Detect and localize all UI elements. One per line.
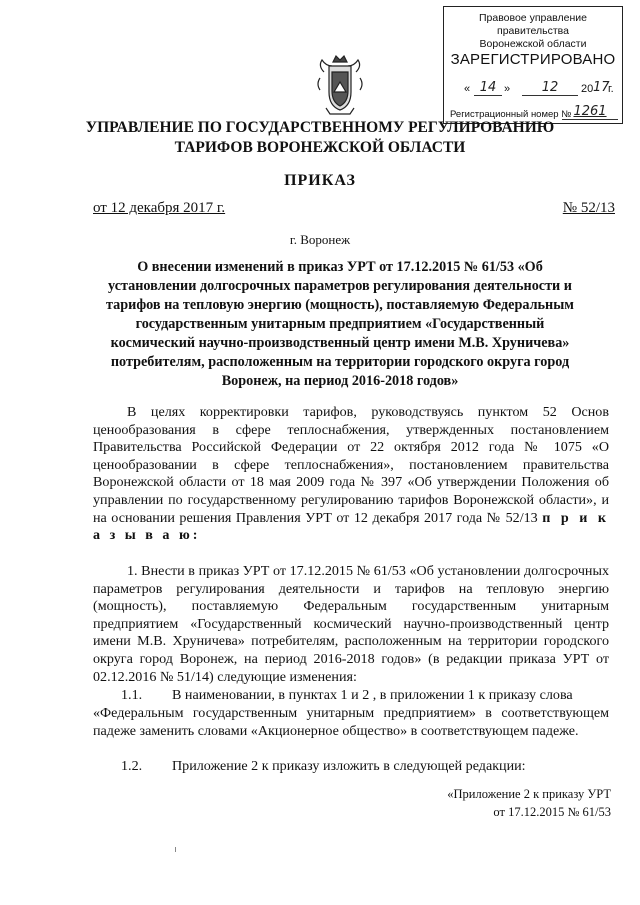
appendix-line2: от 17.12.2015 № 61/53 [493, 805, 611, 819]
title-line: космический научно-производственный центр имени М.В. Хруничева» [110, 335, 570, 351]
document-number: № 52/13 [562, 200, 615, 216]
preamble-text: В целях корректировки тарифов, руководствуясь пунктом 52 Основ ценообразования в сфере теплоснабжения, утвержденных постановлением Правительства Российской Федерации от 22 октября 2012 года № 1075 «О ценообразовании в сфере теплоснабжения», постановлением правительства Воронежской области от 18 мая 2009 года № 397 «Об утверждении Положения об управлении по государственному регулированию тарифов Воронежской области», и на основании решения Правления УРТ от 12 декабря 2017 года № 52/13 [93, 404, 609, 526]
stamp-org-line2: Воронежской области [479, 38, 587, 50]
title-line: потребителям, расположенным на территории городского округа город [110, 354, 570, 370]
stamp-date-suffix: г. [608, 83, 614, 95]
stamp-organization [444, 12, 622, 51]
title-line: государственным унитарным предприятием «Государственный [135, 316, 545, 332]
item-1-2-text: Приложение 2 к приказу изложить в следующей редакции: [172, 758, 526, 774]
document-type: ПРИКАЗ [284, 172, 356, 189]
item-1-1-first-text: В наименовании, в пунктах 1 и 2 , в приложении 1 к приказу слова [172, 687, 573, 703]
stamp-org-line1: Правовое управление правительства [478, 12, 587, 37]
stamp-date-month: 12 [522, 80, 578, 96]
title-line: тарифов на тепловую энергию (мощность), поставляемую Федеральным [106, 297, 574, 313]
title-line: установлении долгосрочных параметров регулирования деятельности и [108, 278, 572, 294]
scan-mark [175, 847, 176, 852]
orders-word: п р и к а з ы в а ю: [93, 509, 609, 544]
authority-name-line1: УПРАВЛЕНИЕ ПО ГОСУДАРСТВЕННОМУ РЕГУЛИРОВАНИЮ [85, 119, 555, 136]
document-title [100, 258, 580, 391]
item-1-1-first-line [93, 687, 609, 705]
stamp-reg-number-label: Регистрационный номер № [450, 109, 572, 120]
stamp-date-day: 14 [474, 80, 502, 96]
preamble-paragraph [93, 404, 609, 545]
item-1-1-number: 1.1. [121, 687, 143, 703]
appendix-reference [447, 785, 611, 821]
item-1-paragraph: 1. Внести в приказ УРТ от 17.12.2015 № 61/53 «Об установлении долгосрочных параметров регулирования деятельности и тарифов на тепловую энергию (мощность), поставляемую Федеральным государственным унитарным предприятием «Государственный космический научно-производственный центр имени М.В. Хруничева» потребителям, расположенным на территории городского округа город Воронеж, на период 2016-2018 годов» (в редакции приказа УРТ от 02.12.2016 № 51/14) следующие изменения: [93, 563, 609, 685]
stamp-date-quote-open: « [464, 83, 471, 95]
item-1-2-number: 1.2. [121, 758, 143, 774]
stamp-registered: ЗАРЕГИСТРИРОВАНО [450, 51, 616, 68]
item-1-2-line [93, 758, 609, 776]
stamp-reg-number-value: 1261 [562, 104, 618, 120]
document-date: от 12 декабря 2017 г. [93, 200, 226, 216]
stamp-date [458, 81, 618, 99]
coat-of-arms-emblem [316, 52, 364, 116]
stamp-date-year-prefix: 20 [581, 83, 594, 95]
item-1-1-rest: «Федеральным государственным унитарным предприятием» в соответствующем падеже заменить словами «Акционерное общество» в соответствующем падеже. [93, 705, 609, 739]
authority-name-line2: ТАРИФОВ ВОРОНЕЖСКОЙ ОБЛАСТИ [174, 139, 466, 156]
appendix-line1: «Приложение 2 к приказу УРТ [447, 787, 611, 801]
title-line: О внесении изменений в приказ УРТ от 17.12.2015 № 61/53 «Об [137, 259, 543, 275]
registration-stamp [443, 6, 623, 124]
stamp-date-quote-close: » [504, 83, 511, 95]
stamp-date-year: 17 [593, 80, 610, 95]
title-line: Воронеж, на период 2016-2018 годов» [221, 373, 459, 389]
document-city: г. Воронеж [289, 232, 351, 247]
